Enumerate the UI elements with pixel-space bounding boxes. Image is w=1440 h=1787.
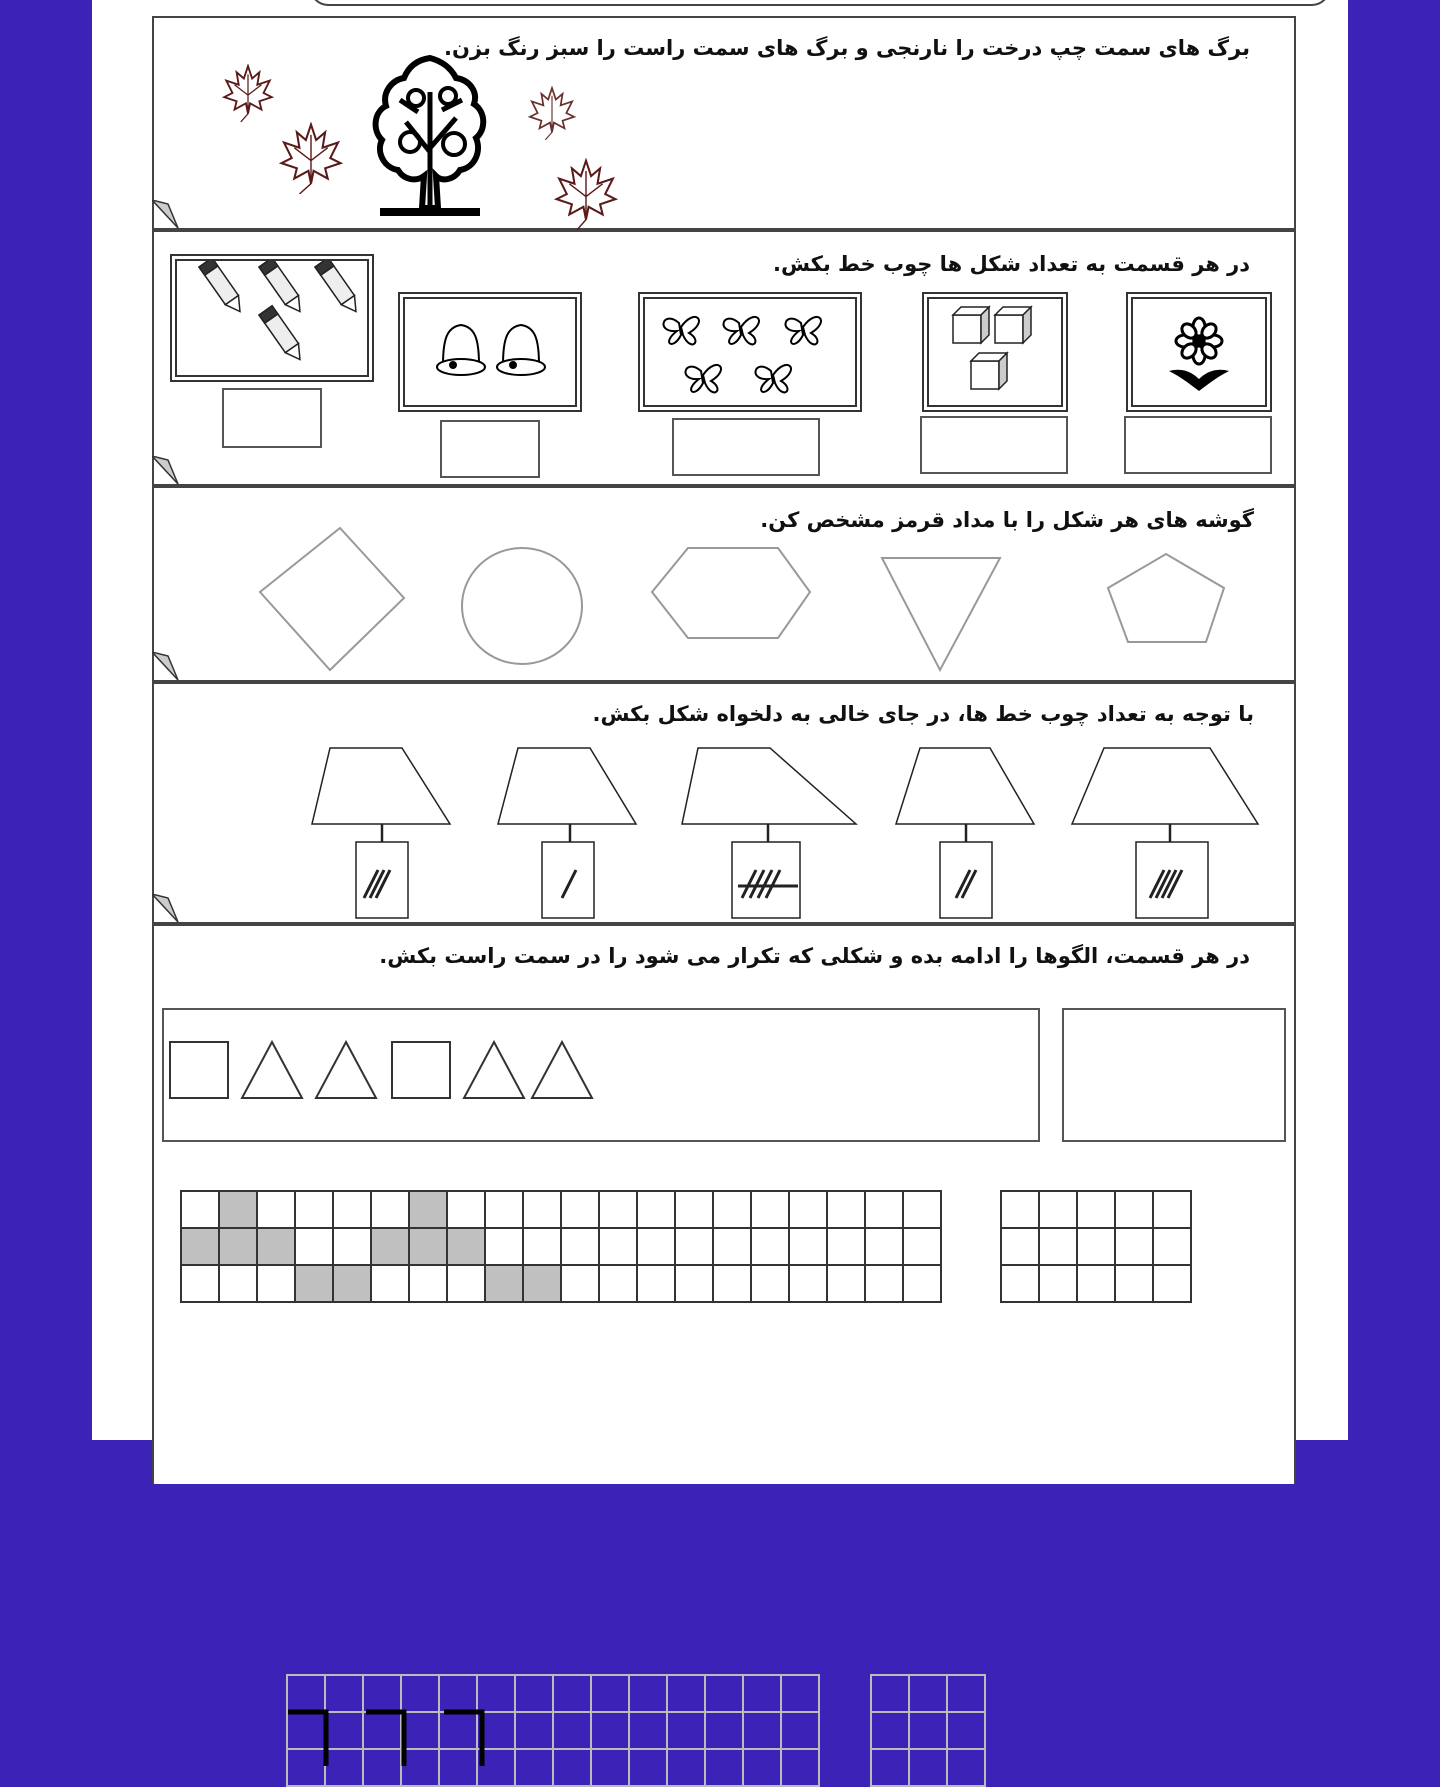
- grid-cell[interactable]: [1153, 1228, 1191, 1265]
- grid-cell[interactable]: [257, 1191, 295, 1228]
- shaded-cell[interactable]: [257, 1228, 295, 1265]
- grid-cell[interactable]: [751, 1265, 789, 1302]
- grid-cell[interactable]: [751, 1228, 789, 1265]
- grid-cell[interactable]: [599, 1191, 637, 1228]
- grid-cell[interactable]: [1077, 1265, 1115, 1302]
- shaded-grid-answer[interactable]: [1000, 1190, 1192, 1303]
- grid-row: [871, 1749, 985, 1786]
- grid-cell[interactable]: [523, 1228, 561, 1265]
- section-title: در هر قسمت، الگوها را ادامه بده و شکلی که تکرار می شود را در سمت راست بکش.: [379, 944, 1250, 968]
- grid-cell[interactable]: [947, 1675, 985, 1712]
- section-corners: [152, 486, 1296, 682]
- grid-cell[interactable]: [591, 1675, 629, 1712]
- grid-cell[interactable]: [181, 1191, 219, 1228]
- grid-cell[interactable]: [667, 1712, 705, 1749]
- grid-cell[interactable]: [789, 1265, 827, 1302]
- grid-cell[interactable]: [485, 1228, 523, 1265]
- grid-cell[interactable]: [789, 1228, 827, 1265]
- grid-cell[interactable]: [1001, 1228, 1039, 1265]
- grid-cell[interactable]: [1001, 1265, 1039, 1302]
- grid-cell[interactable]: [333, 1228, 371, 1265]
- grid-row: [871, 1675, 985, 1712]
- shaded-grid-pattern: [180, 1190, 942, 1303]
- butterfly-icon: [645, 299, 855, 403]
- grid-row: [1001, 1191, 1191, 1228]
- grid-cell[interactable]: [713, 1265, 751, 1302]
- grid-cell[interactable]: [553, 1749, 591, 1786]
- shaded-cell[interactable]: [333, 1265, 371, 1302]
- grid-cell[interactable]: [257, 1265, 295, 1302]
- grid-cell[interactable]: [1153, 1265, 1191, 1302]
- grid-cell[interactable]: [743, 1749, 781, 1786]
- grid-cell[interactable]: [1115, 1228, 1153, 1265]
- worksheet-page: [92, 0, 1348, 1440]
- grid-cell[interactable]: [599, 1228, 637, 1265]
- tally-answer-box[interactable]: [222, 388, 322, 448]
- grid-row: [1001, 1228, 1191, 1265]
- pencil-frame: [170, 254, 374, 382]
- grid-cell[interactable]: [629, 1675, 667, 1712]
- shaded-cell[interactable]: [409, 1228, 447, 1265]
- bell-icon: [405, 299, 575, 403]
- grid-cell[interactable]: [871, 1749, 909, 1786]
- grid-cell[interactable]: [637, 1265, 675, 1302]
- grid-cell[interactable]: [447, 1191, 485, 1228]
- line-answer-grid[interactable]: [870, 1674, 986, 1787]
- maple-leaf-icon: [278, 122, 344, 194]
- cube-frame: [922, 292, 1068, 412]
- shaded-cell[interactable]: [371, 1228, 409, 1265]
- grid-cell[interactable]: [713, 1228, 751, 1265]
- hexagon-shape: [652, 548, 810, 638]
- grid-cell[interactable]: [675, 1228, 713, 1265]
- grid-cell[interactable]: [591, 1712, 629, 1749]
- grid-cell[interactable]: [789, 1191, 827, 1228]
- section-lamps: [152, 682, 1296, 924]
- shaded-cell[interactable]: [181, 1228, 219, 1265]
- section-title: در هر قسمت به تعداد شکل ها چوب خط بکش.: [772, 252, 1250, 276]
- grid-cell[interactable]: [1001, 1191, 1039, 1228]
- grid-cell[interactable]: [865, 1228, 903, 1265]
- grid-cell[interactable]: [295, 1191, 333, 1228]
- section-patterns: [152, 924, 1296, 1484]
- tally-answer-box[interactable]: [672, 418, 820, 476]
- grid-row: [181, 1228, 941, 1265]
- shape-pattern-box: [162, 1008, 1040, 1142]
- grid-cell[interactable]: [1039, 1191, 1077, 1228]
- grid-cell[interactable]: [629, 1749, 667, 1786]
- grid-cell[interactable]: [781, 1749, 819, 1786]
- bell-frame: [398, 292, 582, 412]
- grid-cell[interactable]: [903, 1191, 941, 1228]
- tally-answer-box[interactable]: [1124, 416, 1272, 474]
- grid-cell[interactable]: [1115, 1265, 1153, 1302]
- rhombus-shape: [260, 528, 404, 670]
- grid-row: [1001, 1265, 1191, 1302]
- shapes-row: [154, 488, 1294, 680]
- grid-cell[interactable]: [1039, 1228, 1077, 1265]
- grid-cell[interactable]: [561, 1228, 599, 1265]
- shaded-cell[interactable]: [219, 1228, 257, 1265]
- grid-cell[interactable]: [667, 1675, 705, 1712]
- grid-cell[interactable]: [865, 1265, 903, 1302]
- section-tally: [152, 230, 1296, 486]
- section-title: برگ های سمت چپ درخت را نارنجی و برگ های سمت راست را سبز رنگ بزن.: [443, 36, 1250, 60]
- grid-cell[interactable]: [781, 1712, 819, 1749]
- page-curl-icon: [152, 894, 182, 924]
- butterfly-frame: [638, 292, 862, 412]
- grid-cell[interactable]: [827, 1265, 865, 1302]
- grid-cell[interactable]: [1077, 1191, 1115, 1228]
- section-title: با توجه به تعداد چوب خط ها، در جای خالی به دلخواه شکل بکش.: [592, 702, 1254, 726]
- inverted-triangle-shape: [882, 558, 1000, 670]
- grid-cell[interactable]: [181, 1265, 219, 1302]
- lamps-row: [154, 684, 1294, 922]
- grid-cell[interactable]: [909, 1675, 947, 1712]
- grid-row: [181, 1265, 941, 1302]
- maple-leaf-icon: [222, 64, 274, 122]
- grid-cell[interactable]: [705, 1712, 743, 1749]
- grid-cell[interactable]: [553, 1675, 591, 1712]
- grid-cell[interactable]: [1039, 1265, 1077, 1302]
- grid-cell[interactable]: [909, 1749, 947, 1786]
- grid-cell[interactable]: [903, 1228, 941, 1265]
- grid-cell[interactable]: [629, 1712, 667, 1749]
- grid-cell[interactable]: [447, 1265, 485, 1302]
- pentagon-shape: [1108, 554, 1224, 642]
- grid-cell[interactable]: [561, 1191, 599, 1228]
- grid-cell[interactable]: [371, 1191, 409, 1228]
- grid-cell[interactable]: [523, 1191, 561, 1228]
- page-curl-icon: [152, 200, 182, 230]
- grid-cell[interactable]: [743, 1675, 781, 1712]
- tally-answer-box[interactable]: [440, 420, 540, 478]
- grid-cell[interactable]: [827, 1191, 865, 1228]
- grid-cell[interactable]: [219, 1265, 257, 1302]
- cube-icon: [929, 299, 1061, 403]
- grid-cell[interactable]: [743, 1712, 781, 1749]
- grid-cell[interactable]: [1077, 1228, 1115, 1265]
- grid-cell[interactable]: [713, 1191, 751, 1228]
- grid-cell[interactable]: [591, 1749, 629, 1786]
- grid-cell[interactable]: [637, 1228, 675, 1265]
- grid-cell[interactable]: [751, 1191, 789, 1228]
- grid-cell[interactable]: [1153, 1191, 1191, 1228]
- maple-leaf-icon: [528, 86, 576, 140]
- page-curl-icon: [152, 652, 182, 682]
- shaded-cell[interactable]: [523, 1265, 561, 1302]
- grid-cell[interactable]: [371, 1265, 409, 1302]
- grid-cell[interactable]: [667, 1749, 705, 1786]
- page-curl-icon: [152, 456, 182, 486]
- section-title: گوشه های هر شکل را با مداد قرمز مشخص کن.: [760, 508, 1254, 532]
- shape-answer-box[interactable]: [1062, 1008, 1286, 1142]
- tally-answer-box[interactable]: [920, 416, 1068, 474]
- grid-cell[interactable]: [903, 1265, 941, 1302]
- grid-cell[interactable]: [675, 1191, 713, 1228]
- flower-frame: [1126, 292, 1272, 412]
- grid-cell[interactable]: [485, 1191, 523, 1228]
- line-pattern-strokes: [286, 1706, 526, 1766]
- grid-cell[interactable]: [1115, 1191, 1153, 1228]
- grid-cell[interactable]: [871, 1675, 909, 1712]
- shaded-cell[interactable]: [295, 1265, 333, 1302]
- grid-cell[interactable]: [871, 1712, 909, 1749]
- shaded-cell[interactable]: [447, 1228, 485, 1265]
- grid-cell[interactable]: [561, 1265, 599, 1302]
- grid-cell[interactable]: [947, 1749, 985, 1786]
- grid-cell[interactable]: [599, 1265, 637, 1302]
- grid-cell[interactable]: [909, 1712, 947, 1749]
- grid-cell[interactable]: [333, 1191, 371, 1228]
- grid-cell[interactable]: [705, 1749, 743, 1786]
- grid-cell[interactable]: [553, 1712, 591, 1749]
- grid-row: [181, 1191, 941, 1228]
- grid-cell[interactable]: [409, 1265, 447, 1302]
- grid-cell[interactable]: [827, 1228, 865, 1265]
- grid-cell[interactable]: [781, 1675, 819, 1712]
- grid-cell[interactable]: [705, 1675, 743, 1712]
- circle-shape: [462, 548, 582, 664]
- grid-cell[interactable]: [675, 1265, 713, 1302]
- grid-row: [871, 1712, 985, 1749]
- shaded-cell[interactable]: [219, 1191, 257, 1228]
- grid-cell[interactable]: [637, 1191, 675, 1228]
- grid-cell[interactable]: [947, 1712, 985, 1749]
- maple-leaf-icon: [554, 158, 618, 230]
- shaded-cell[interactable]: [409, 1191, 447, 1228]
- tree-icon: [370, 52, 490, 216]
- section-tree: [152, 16, 1296, 230]
- pencil-icon: [177, 261, 367, 373]
- flower-icon: [1133, 299, 1265, 403]
- shaded-cell[interactable]: [485, 1265, 523, 1302]
- grid-cell[interactable]: [295, 1228, 333, 1265]
- top-border-strip: [310, 0, 1330, 6]
- grid-cell[interactable]: [865, 1191, 903, 1228]
- shape-pattern-icon: [164, 1010, 1038, 1140]
